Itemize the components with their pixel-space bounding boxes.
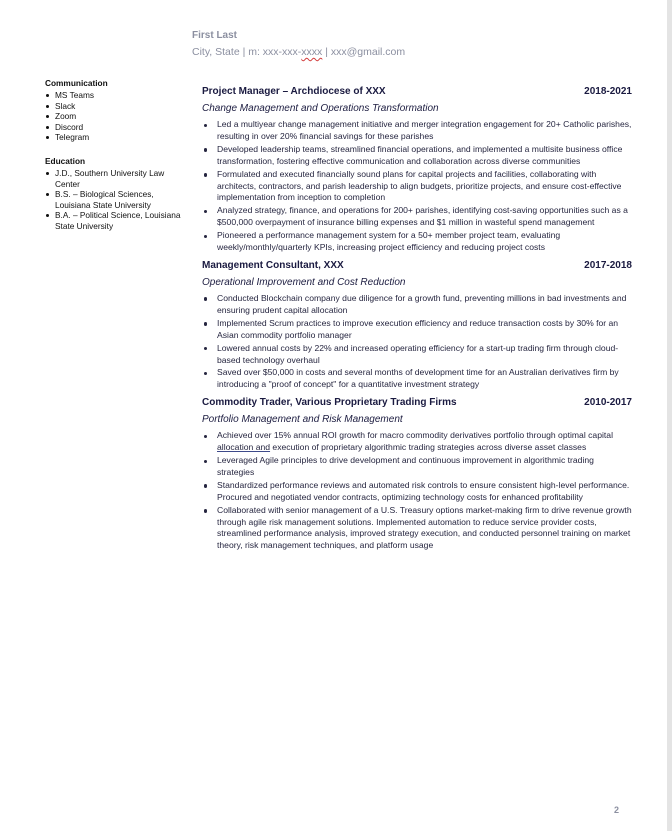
job-entry	[202, 397, 632, 552]
resume-header	[192, 29, 405, 59]
job-title: Management Consultant, XXX	[202, 259, 344, 271]
sidebar-heading-education: Education	[45, 155, 86, 166]
job-subtitle: Operational Improvement and Cost Reduction	[202, 276, 406, 288]
bullet-item: Saved over $50,000 in costs and several months of development time for an Australian derivatives firm by introducing a "proof of concept" for a quantitative investment strategy	[202, 367, 632, 391]
candidate-name: First Last	[192, 30, 238, 41]
page-edge-shadow	[667, 0, 672, 831]
bullet-item: Collaborated with senior management of a U.S. Treasury options market-making firm to drive revenue growth through agile risk management solutions. Implemented automation to reduce service provider costs, streamlined performance analysis, improved strategy execution, and conducted personnel training on market theory, risk management techniques, and platform usage	[202, 505, 632, 553]
job-entry	[202, 260, 632, 391]
contact-flagged-word[interactable]: xxxx	[301, 46, 323, 58]
bullet-item: Implemented Scrum practices to improve execution efficiency and reduce transaction costs by 30% for an Asian commodity portfolio manager	[202, 318, 632, 342]
list-item: Discord	[45, 122, 185, 133]
bullet-item: Conducted Blockchain company due diligence for a growth fund, preventing millions in bad investments and ensuring prudent capital allocation	[202, 293, 632, 317]
job-entry	[202, 86, 632, 254]
bullet-item: Analyzed strategy, finance, and operations for 200+ parishes, identifying cost-saving opportunities such as a $500,000 overpayment of insurance billing expenses and $1 million in wasteful spend management	[202, 205, 632, 229]
list-item: J.D., Southern University Law Center	[45, 168, 185, 189]
bullet-item: Leveraged Agile principles to drive development and continuous improvement in algorithmic trading strategies	[202, 455, 632, 479]
list-item: B.A. – Political Science, Louisiana State University	[45, 210, 185, 231]
job-subtitle: Portfolio Management and Risk Management	[202, 414, 403, 426]
sidebar-heading-communication: Communication	[45, 78, 108, 88]
bullet-item: Led a multiyear change management initiative and merger integration engagement for 20+ Catholic parishes, resulting in over 20% financial savings for these parishes	[202, 119, 632, 143]
list-item: B.S. – Biological Sciences, Louisiana State University	[45, 189, 185, 210]
bullet-item: Pioneered a performance management system for a 50+ member project team, evaluating weekly/monthly/quarterly KPIs, increasing project efficiency and reducing project costs	[202, 230, 632, 254]
job-header	[202, 260, 632, 274]
job-header	[202, 86, 632, 100]
job-title: Commodity Trader, Various Proprietary Trading Firms	[202, 397, 457, 409]
experience-section	[202, 86, 632, 558]
page-number: 2	[614, 805, 620, 815]
contact-suffix: | xxx@gmail.com	[322, 46, 406, 58]
list-item: MS Teams	[45, 90, 185, 101]
education-list	[45, 168, 185, 232]
list-item: Telegram	[45, 132, 185, 143]
job-bullets	[202, 430, 632, 552]
sidebar-section-education	[45, 156, 185, 232]
job-bullets	[202, 293, 632, 391]
contact-prefix: City, State | m: xxx-xxx-	[192, 46, 302, 58]
underlined-text: allocation and	[217, 442, 271, 453]
job-bullets	[202, 119, 632, 254]
list-item: Zoom	[45, 111, 185, 122]
job-dates: 2010-2017	[584, 397, 632, 409]
bullet-text: Achieved over 15% annual ROI growth for macro commodity derivatives portfolio through optimal capital	[217, 430, 613, 441]
bullet-item: Developed leadership teams, streamlined financial operations, and implemented a multisite business office transformation, fostering effective communication and collaboration across diverse communities	[202, 144, 632, 168]
job-subtitle: Change Management and Operations Transformation	[202, 103, 439, 114]
sidebar	[45, 78, 185, 245]
job-dates: 2018-2021	[584, 86, 632, 97]
bullet-item	[202, 430, 632, 454]
bullet-text: execution of proprietary algorithmic trading strategies across diverse asset classes	[270, 442, 587, 453]
job-header	[202, 397, 632, 411]
contact-line	[192, 45, 405, 59]
bullet-item: Formulated and executed financially sound plans for capital projects and facilities, collaborating with architects, contractors, and parish leadership to align budgets, prioritize projects, and ensure cost-effective implementation from inception to completion	[202, 169, 632, 205]
sidebar-section-communication	[45, 78, 185, 143]
bullet-item: Standardized performance reviews and automated risk controls to ensure consistent high-level performance. Procured and negotiated vendor contracts, optimizing technology costs for enhanced profitability	[202, 480, 632, 504]
bullet-item: Lowered annual costs by 22% and increased operating efficiency for a start-up trading firm through cloud-based technology overhaul	[202, 343, 632, 367]
job-title: Project Manager – Archdiocese of XXX	[202, 86, 386, 97]
communication-list	[45, 90, 185, 143]
list-item: Slack	[45, 101, 185, 112]
job-dates: 2017-2018	[584, 259, 632, 271]
